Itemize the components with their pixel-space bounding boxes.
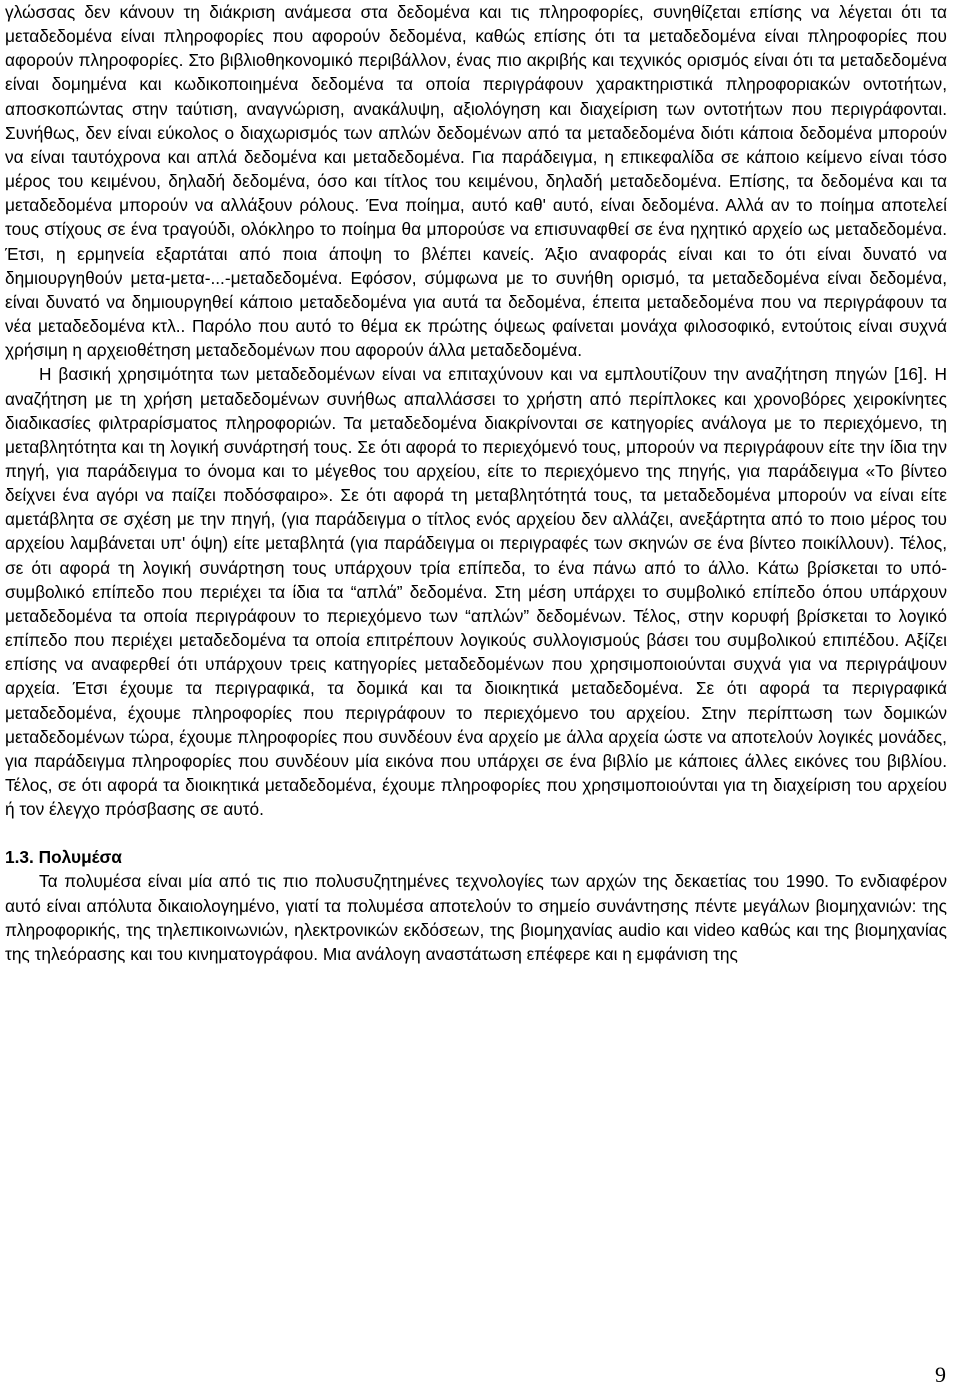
body-paragraph: Η βασική χρησιμότητα των μεταδεδομένων είναι να επιταχύνουν και να εμπλουτίζουν την αναζήτηση πηγών [16]. Η αναζήτηση με τη χρήση μεταδεδομένων συνήθως απαλλάσσει το χρήστη από περίπλοκες και χρονοβόρες χειροκίνητες διαδικασίες φιλτραρίσματος πληροφοριών. Τα μεταδεδομένα διακρίνονται σε κατηγορίες ανάλογα με το περιεχόμενο, τη μεταβλητότητα και τη λογική συνάρτησή τους. Σε ότι αφορά το περιεχόμενό τους, μπορούν να περιγράφουν είτε την ίδια την πηγή, για παράδειγμα το όνομα και το μέγεθος του αρχείου, είτε το περιεχόμενο της πηγής, για παράδειγμα «Το βίντεο δείχνει ένα αγόρι να παίζει ποδόσφαιρο». Σε ότι αφορά τη μεταβλητότητά τους, τα μεταδεδομένα μπορούν να είναι είτε αμετάβλητα σε σχέση με την πηγή, (για παράδειγμα ο τίτλος ενός αρχείου δεν αλλάζει, ανεξάρτητα από το ποιο μέρος του αρχείου λαμβάνεται υπ' όψη) είτε μεταβλητά (για παράδειγμα οι περιγραφές των σκηνών σε ένα βίντεο ποικίλλουν). Τέλος, σε ότι αφορά τη λογική συνάρτηση τους υπάρχουν τρία επίπεδα, το ένα πάνω από το άλλο. Κάτω βρίσκεται το υπό-συμβολικό επίπεδο που περιέχει τα ίδια τα “απλά” δεδομένα. Στη μέση υπάρχει το συμβολικό επίπεδο όπου υπάρχουν μεταδεδομένα τα οποία περιγράφουν το περιεχόμενο των “απλών” δεδομένων. Τέλος, στην κορυφή βρίσκεται το λογικό επίπεδο που περιέχει μεταδεδομένα τα οποία επιτρέπουν λογικούς συλλογισμούς βάσει του συμβολικού επιπέδου. Αξίζει επίσης να αναφερθεί ότι υπάρχουν τρεις κατηγορίες μεταδεδομένων που χρησιμοποιούνται συχνά για να περιγράψουν αρχεία. Έτσι έχουμε τα περιγραφικά, τα δομικά και τα διοικητικά μεταδεδομένα. Σε ότι αφορά τα περιγραφικά μεταδεδομένα, έχουμε πληροφορίες που περιγράφουν το περιεχόμενο του αρχείου. Στην περίπτωση των δομικών μεταδεδομένων τώρα, έχουμε πληροφορίες που συνδέουν ένα αρχείο με άλλα αρχεία ώστε να αποτελούν λογικές μονάδες, για παράδειγμα πληροφορίες που συνδέουν μία εικόνα που υπάρχει σε ένα βιβλίο με κάποιες άλλες εικόνες του βιβλίου. Τέλος, σε ότι αφορά τα διοικητικά μεταδεδομένα, έχουμε πληροφορίες που χρησιμοποιούνται για τη διαχείριση του αρχείου ή τον έλεγχο πρόσβασης σε αυτό. xyxy=(5,364,947,820)
body-paragraph: γλώσσας δεν κάνουν τη διάκριση ανάμεσα στα δεδομένα και τις πληροφορίες, συνηθίζεται επίσης να λέγεται ότι τα μεταδεδομένα είναι πληροφορίες που αφορούν δεδομένα, καθώς επίσης ότι τα μεταδεδομένα είναι πληροφορίες που αφορούν πληροφορίες. Στο βιβλιοθηκονομικό περιβάλλον, ένας πιο ακριβής και τεχνικός ορισμός είναι ότι τα μεταδεδομένα είναι δομημένα και κωδικοποιημένα δεδομένα τα οποία περιγράφουν χαρακτηριστικά πληροφοριακών οντοτήτων, αποσκοπώντας στην ταύτιση, αναγνώριση, ανακάλυψη, αξιολόγηση και διαχείριση των οντοτήτων που περιγράφονται. Συνήθως, δεν είναι εύκολος ο διαχωρισμός των απλών δεδομένων από τα μεταδεδομένα διότι κάποια δεδομένα μπορούν να είναι ταυτόχρονα και απλά δεδομένα και μεταδεδομένα. Για παράδειγμα, η επικεφαλίδα σε κάποιο κείμενο είναι τόσο μέρος του κειμένου, δηλαδή δεδομένα, όσο και τίτλος του κειμένου, δηλαδή μεταδεδομένα. Επίσης, τα δεδομένα και τα μεταδεδομένα μπορούν να αλλάξουν ρόλους. Ένα ποίημα, αυτό καθ' αυτό, είναι δεδομένα. Αλλά αν το ποίημα αποτελεί τους στίχους σε ένα τραγούδι, ολόκληρο το ποίημα θα μπορούσε να επισυναφθεί σε ένα ηχητικό αρχείο ως μεταδεδομένα. Έτσι, η ερμηνεία εξαρτάται από ποια άποψη το βλέπει κανείς. Άξιο αναφοράς είναι και το ότι είναι δυνατό να δημιουργηθούν μετα-μετα-...-μεταδεδομένα. Εφόσον, σύμφωνα με το συνήθη ορισμό, τα μεταδεδομένα είναι δεδομένα, είναι δυνατό να δημιουργηθεί κάποιο μεταδεδομένα για αυτά τα δεδομένα, έπειτα μεταδεδομένα που να περιγράφουν τα νέα μεταδεδομένα κτλ.. Παρόλο που αυτό το θέμα εκ πρώτης όψεως φαίνεται μονάχα φιλοσοφικό, εντούτοις είναι συχνά χρήσιμη η αρχειοθέτηση μεταδεδομένων που αφορούν άλλα μεταδεδομένα. xyxy=(5,2,947,361)
section-paragraph: Τα πολυμέσα είναι μία από τις πιο πολυσυζητημένες τεχνολογίες των αρχών της δεκαετίας του 1990. Το ενδιαφέρον αυτό είναι απόλυτα δικαιολογημένο, γιατί τα πολυμέσα αποτελούν το σημείο συνάντησης πέντε μεγάλων βιομηχανιών: της πληροφορικής, της τηλεπικοινωνιών, ηλεκτρονικών εκδόσεων, της βιομηχανίας audio και video καθώς και της βιομηχανίας της τηλεόρασης και του κινηματογράφου. Μια ανάλογη αναστάτωση επέφερε και η εμφάνιση της xyxy=(5,871,947,964)
page-number: 9 xyxy=(935,1362,946,1387)
section-heading: 1.3. Πολυμέσα xyxy=(5,847,122,868)
document-page xyxy=(5,0,947,966)
